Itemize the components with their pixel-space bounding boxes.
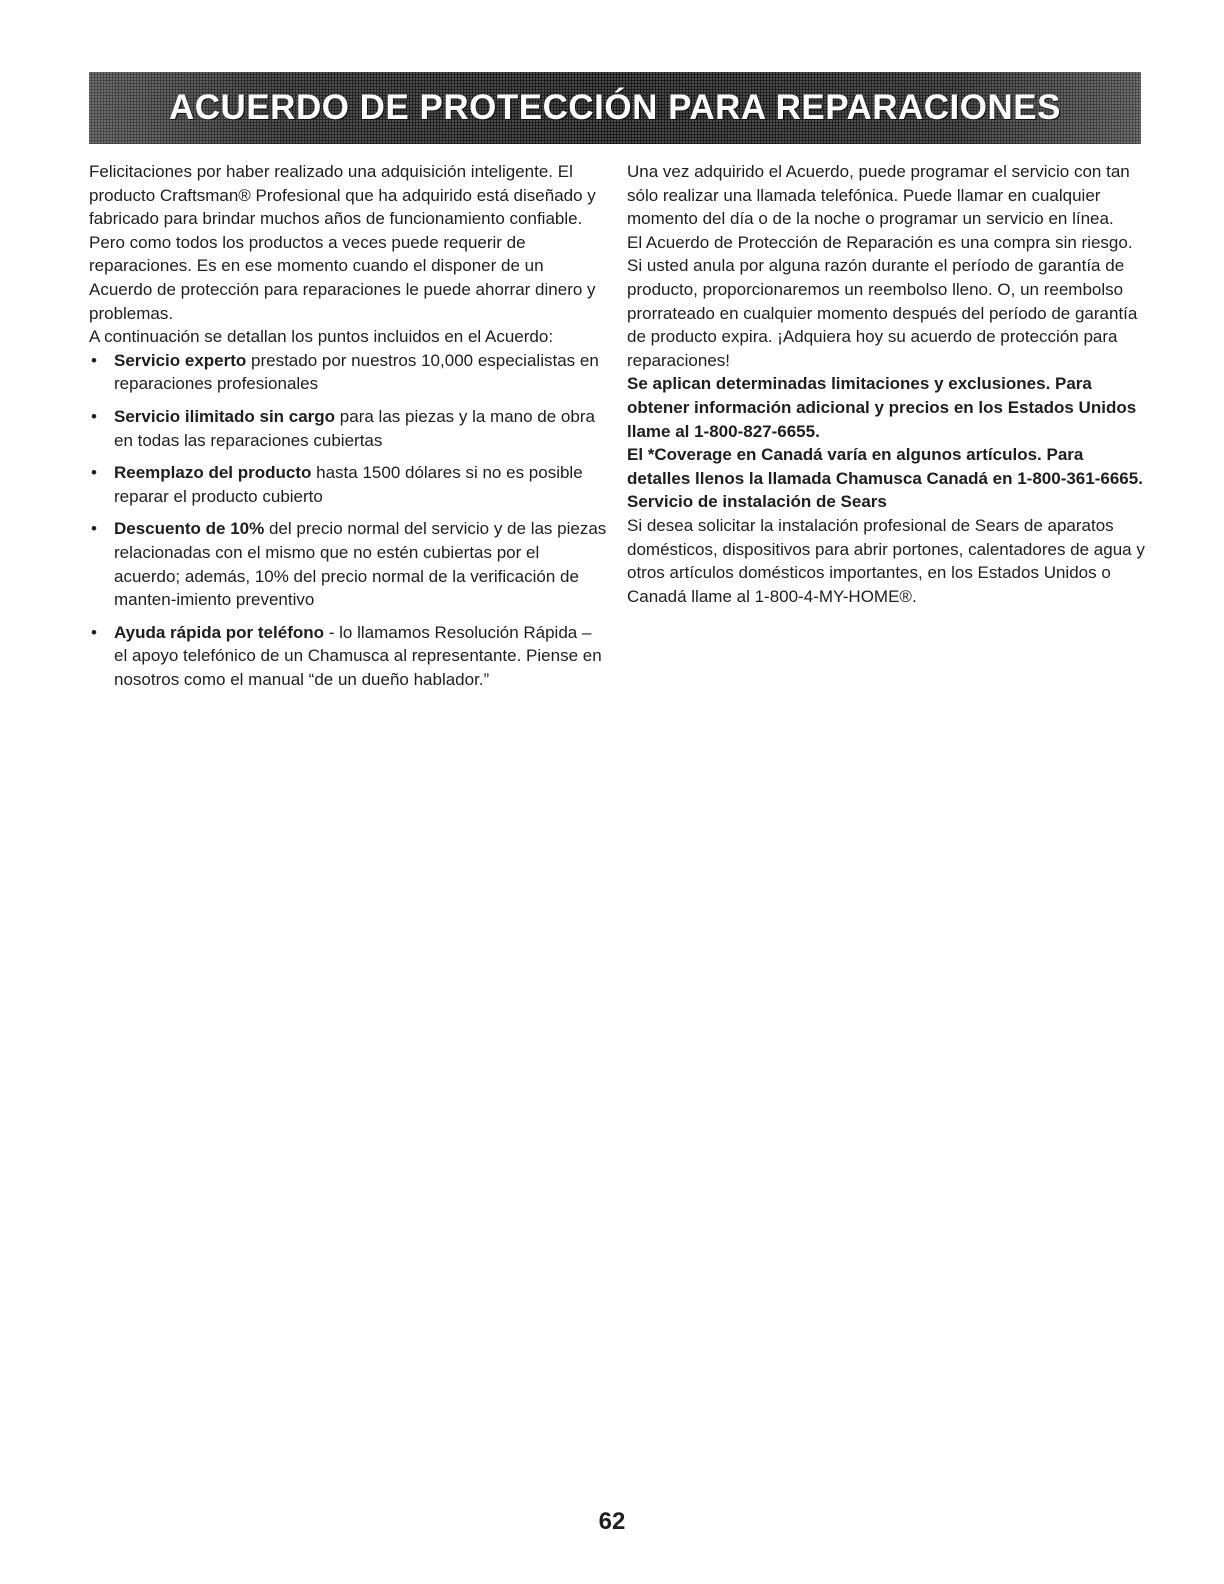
benefit-text: - lo llamamos Resolución Rápida – el apoyo telefónico de un Chamusca al representante. Piense en nosotros como el manual “de un dueño hablador.”	[114, 622, 602, 689]
page-number: 62	[598, 1508, 626, 1535]
left-column	[89, 160, 607, 700]
benefit-text: hasta 1500 dólares si no es posible reparar el producto cubierto	[114, 463, 583, 506]
benefits-list	[89, 349, 607, 692]
list-intro: A continuación se detallan los puntos incluidos en el Acuerdo:	[89, 327, 554, 347]
benefit-term: Servicio ilimitado sin cargo	[114, 406, 336, 426]
installation-paragraph: Si desea solicitar la instalación profesional de Sears de aparatos domésticos, dispositivos para abrir portones, calentadores de agua y otros artículos domésticos importantes, en los Estados Unidos o Canadá llame al 1-800-4-MY-HOME®.	[627, 515, 1145, 606]
benefit-item	[89, 349, 607, 396]
right-column	[627, 160, 1149, 608]
intro-paragraph: Felicitaciones por haber realizado una adquisición inteligente. El producto Craftsman® Profesional que ha adquirido está diseñado y fabricado para brindar muchos años de funcionamiento confiable. Pero como todos los productos a veces puede requerir de reparaciones. Es en ese momento cuando el disponer de un Acuerdo de protección para reparaciones le puede ahorrar dinero y problemas.	[89, 162, 596, 323]
benefit-text: para las piezas y la mano de obra en todas las reparaciones cubiertas	[114, 406, 595, 450]
benefit-term: Descuento de 10%	[114, 519, 265, 539]
benefit-item	[89, 621, 607, 692]
benefit-term: Servicio experto	[114, 350, 247, 370]
benefit-term: Ayuda rápida por teléfono	[114, 622, 325, 642]
benefit-item	[89, 461, 607, 508]
benefit-item	[89, 517, 607, 611]
benefit-term: Reemplazo del producto	[114, 463, 312, 483]
title-banner	[89, 72, 1141, 144]
benefit-text: del precio normal del servicio y de las piezas relacionadas con el mismo que no estén cubiertas por el acuerdo; además, 10% del precio normal de la verificación de manten-imiento preventivo	[114, 519, 607, 610]
scheduling-paragraph: Una vez adquirido el Acuerdo, puede programar el servicio con tan sólo realizar una llamada telefónica. Puede llamar en cualquier momento del día o de la noche o programar un servicio en línea.	[627, 162, 1130, 229]
us-contact-notice: Se aplican determinadas limitaciones y exclusiones. Para obtener información adicional y precios en los Estados Unidos llame al 1-800-827-6655.	[627, 374, 1137, 441]
benefit-text: prestado por nuestros 10,000 especialistas en reparaciones profesionales	[114, 350, 599, 394]
canada-contact-notice: El *Coverage en Canadá varía en algunos artículos. Para detalles llenos la llamada Chamusca Canadá en 1-800-361-6665.	[627, 445, 1143, 488]
benefit-item	[89, 405, 607, 452]
risk-free-paragraph: El Acuerdo de Protección de Reparación es una compra sin riesgo. Si usted anula por alguna razón durante el período de garantía de producto, proporcionaremos un reembolso lleno. O, un reembolso prorrateado en cualquier momento después del período de garantía de producto expira. ¡Adquiera hoy su acuerdo de protección para reparaciones!	[627, 232, 1138, 370]
installation-heading: Servicio de instalación de Sears	[627, 492, 887, 512]
page-title: ACUERDO DE PROTECCIÓN PARA REPARACIONES	[169, 88, 1061, 127]
